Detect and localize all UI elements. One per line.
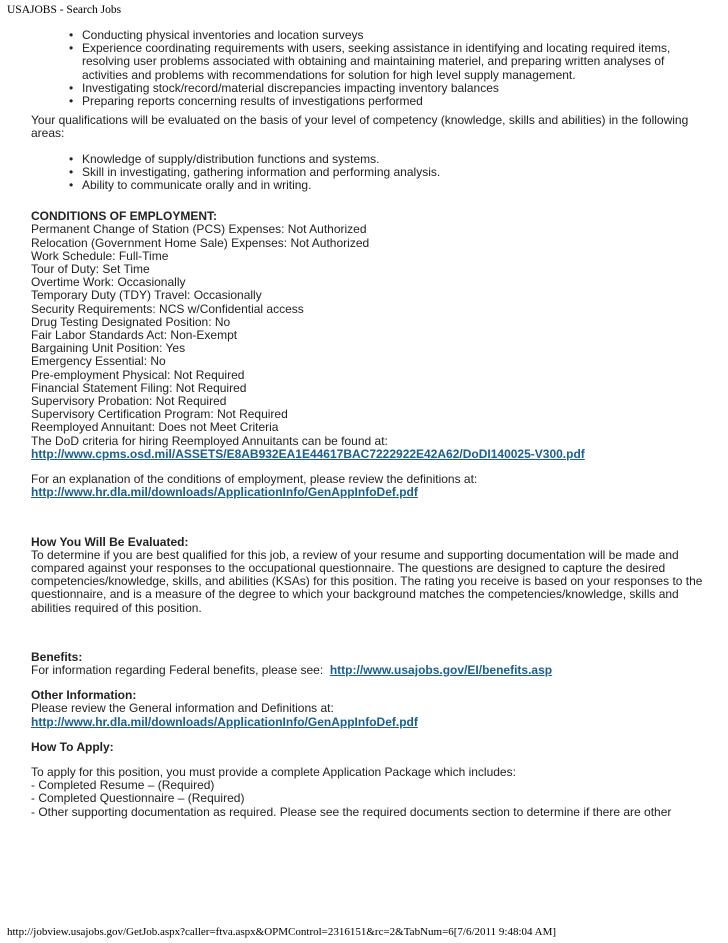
qualifications-intro: Your qualifications will be evaluated on the basis of your level of competency (knowledge, skills and abilities) in the following areas: [31, 113, 689, 141]
job-description-content [31, 29, 703, 819]
qualifications-list [31, 153, 703, 193]
how-to-apply-heading: How To Apply: [31, 739, 114, 754]
condition-line: Supervisory Certification Program: Not Required [31, 407, 288, 422]
condition-line: Bargaining Unit Position: Yes [31, 341, 186, 356]
page-header-title: USAJOBS - Search Jobs [7, 4, 122, 16]
condition-line: Security Requirements: NCS w/Confidential access [31, 301, 304, 316]
condition-line: Permanent Change of Station (PCS) Expenses: Not Authorized [31, 222, 367, 237]
list-item: • Knowledge of supply/distribution functions and systems. [82, 153, 703, 166]
benefits-text: For information regarding Federal benefits, please see: [31, 662, 324, 677]
application-item: - Completed Questionnaire – (Required) [31, 791, 245, 806]
list-item: • Preparing reports concerning results of investigations performed [82, 95, 703, 108]
how-to-apply-intro: To apply for this position, you must provide a complete Application Package which includes: [31, 764, 516, 779]
condition-line: Supervisory Probation: Not Required [31, 394, 227, 409]
condition-line: Financial Statement Filing: Not Required [31, 380, 247, 395]
page-footer-url: http://jobview.usajobs.gov/GetJob.aspx?caller=ftva.aspx&OPMControl=2316151&rc=2&TabNum=6[7/6/2011 9:48:04 AM] [7, 926, 557, 938]
evaluation-heading: How You Will Be Evaluated: [31, 534, 189, 549]
list-item: • Investigating stock/record/material discrepancies impacting inventory balances [82, 82, 703, 95]
condition-line: Drug Testing Designated Position: No [31, 314, 231, 329]
condition-line: Emergency Essential: No [31, 354, 166, 369]
list-item: • Conducting physical inventories and location surveys [82, 29, 703, 42]
benefits-heading: Benefits: [31, 649, 83, 664]
condition-line: Work Schedule: Full-Time [31, 248, 169, 263]
other-info-text: Please review the General information and Definitions at: [31, 701, 334, 716]
condition-line: Tour of Duty: Set Time [31, 262, 150, 277]
list-item: • Experience coordinating requirements with users, seeking assistance in identifying and locating required items, resolving user problems associated with obtaining and maintaining materiel, and preparing written analyses of activities and problems with recommendations for solution for high level supply management. [82, 42, 703, 82]
condition-line: Fair Labor Standards Act: Non-Exempt [31, 328, 238, 343]
condition-line: Temporary Duty (TDY) Travel: Occasionally [31, 288, 262, 303]
condition-line: The DoD criteria for hiring Reemployed Annuitants can be found at: [31, 433, 388, 448]
benefits-link[interactable]: http://www.usajobs.gov/EI/benefits.asp [329, 662, 553, 677]
application-item: - Completed Resume – (Required) [31, 778, 215, 793]
dod-criteria-link[interactable]: http://www.cpms.osd.mil/ASSETS/E8AB932EA1E44617BAC7222922E42A62/DoDI140025-V300.pdf [31, 446, 585, 461]
condition-line: Reemployed Annuitant: Does not Meet Criteria [31, 420, 279, 435]
other-info-heading: Other Information: [31, 688, 137, 703]
application-item: - Other supporting documentation as required. Please see the required documents section to determine if there are other [31, 804, 672, 819]
evaluation-text: To determine if you are best qualified for this job, a review of your resume and supporting documentation will be made and compared against your responses to the occupational questionnaire. The questions are designed to capture the desired competencies/knowledge, skills, and abilities (KSAs) for this position. The rating you receive is based on your responses to the questionnaire, and is a measure of the degree to which your background matches the competencies/knowledge, skills and abilities required of this position. [31, 547, 703, 615]
condition-line: Relocation (Government Home Sale) Expenses: Not Authorized [31, 235, 370, 250]
conditions-explanation: For an explanation of the conditions of employment, please review the definitions at: [31, 472, 478, 487]
condition-line: Pre-employment Physical: Not Required [31, 367, 245, 382]
definitions-link[interactable]: http://www.hr.dla.mil/downloads/ApplicationInfo/GenAppInfoDef.pdf [31, 485, 418, 500]
condition-line: Overtime Work: Occasionally [31, 275, 186, 290]
list-item: • Ability to communicate orally and in writing. [82, 179, 703, 192]
list-item: • Skill in investigating, gathering information and performing analysis. [82, 166, 703, 179]
general-info-link[interactable]: http://www.hr.dla.mil/downloads/ApplicationInfo/GenAppInfoDef.pdf [31, 714, 418, 729]
conditions-heading: CONDITIONS OF EMPLOYMENT: [31, 209, 217, 224]
duties-list [31, 29, 703, 108]
